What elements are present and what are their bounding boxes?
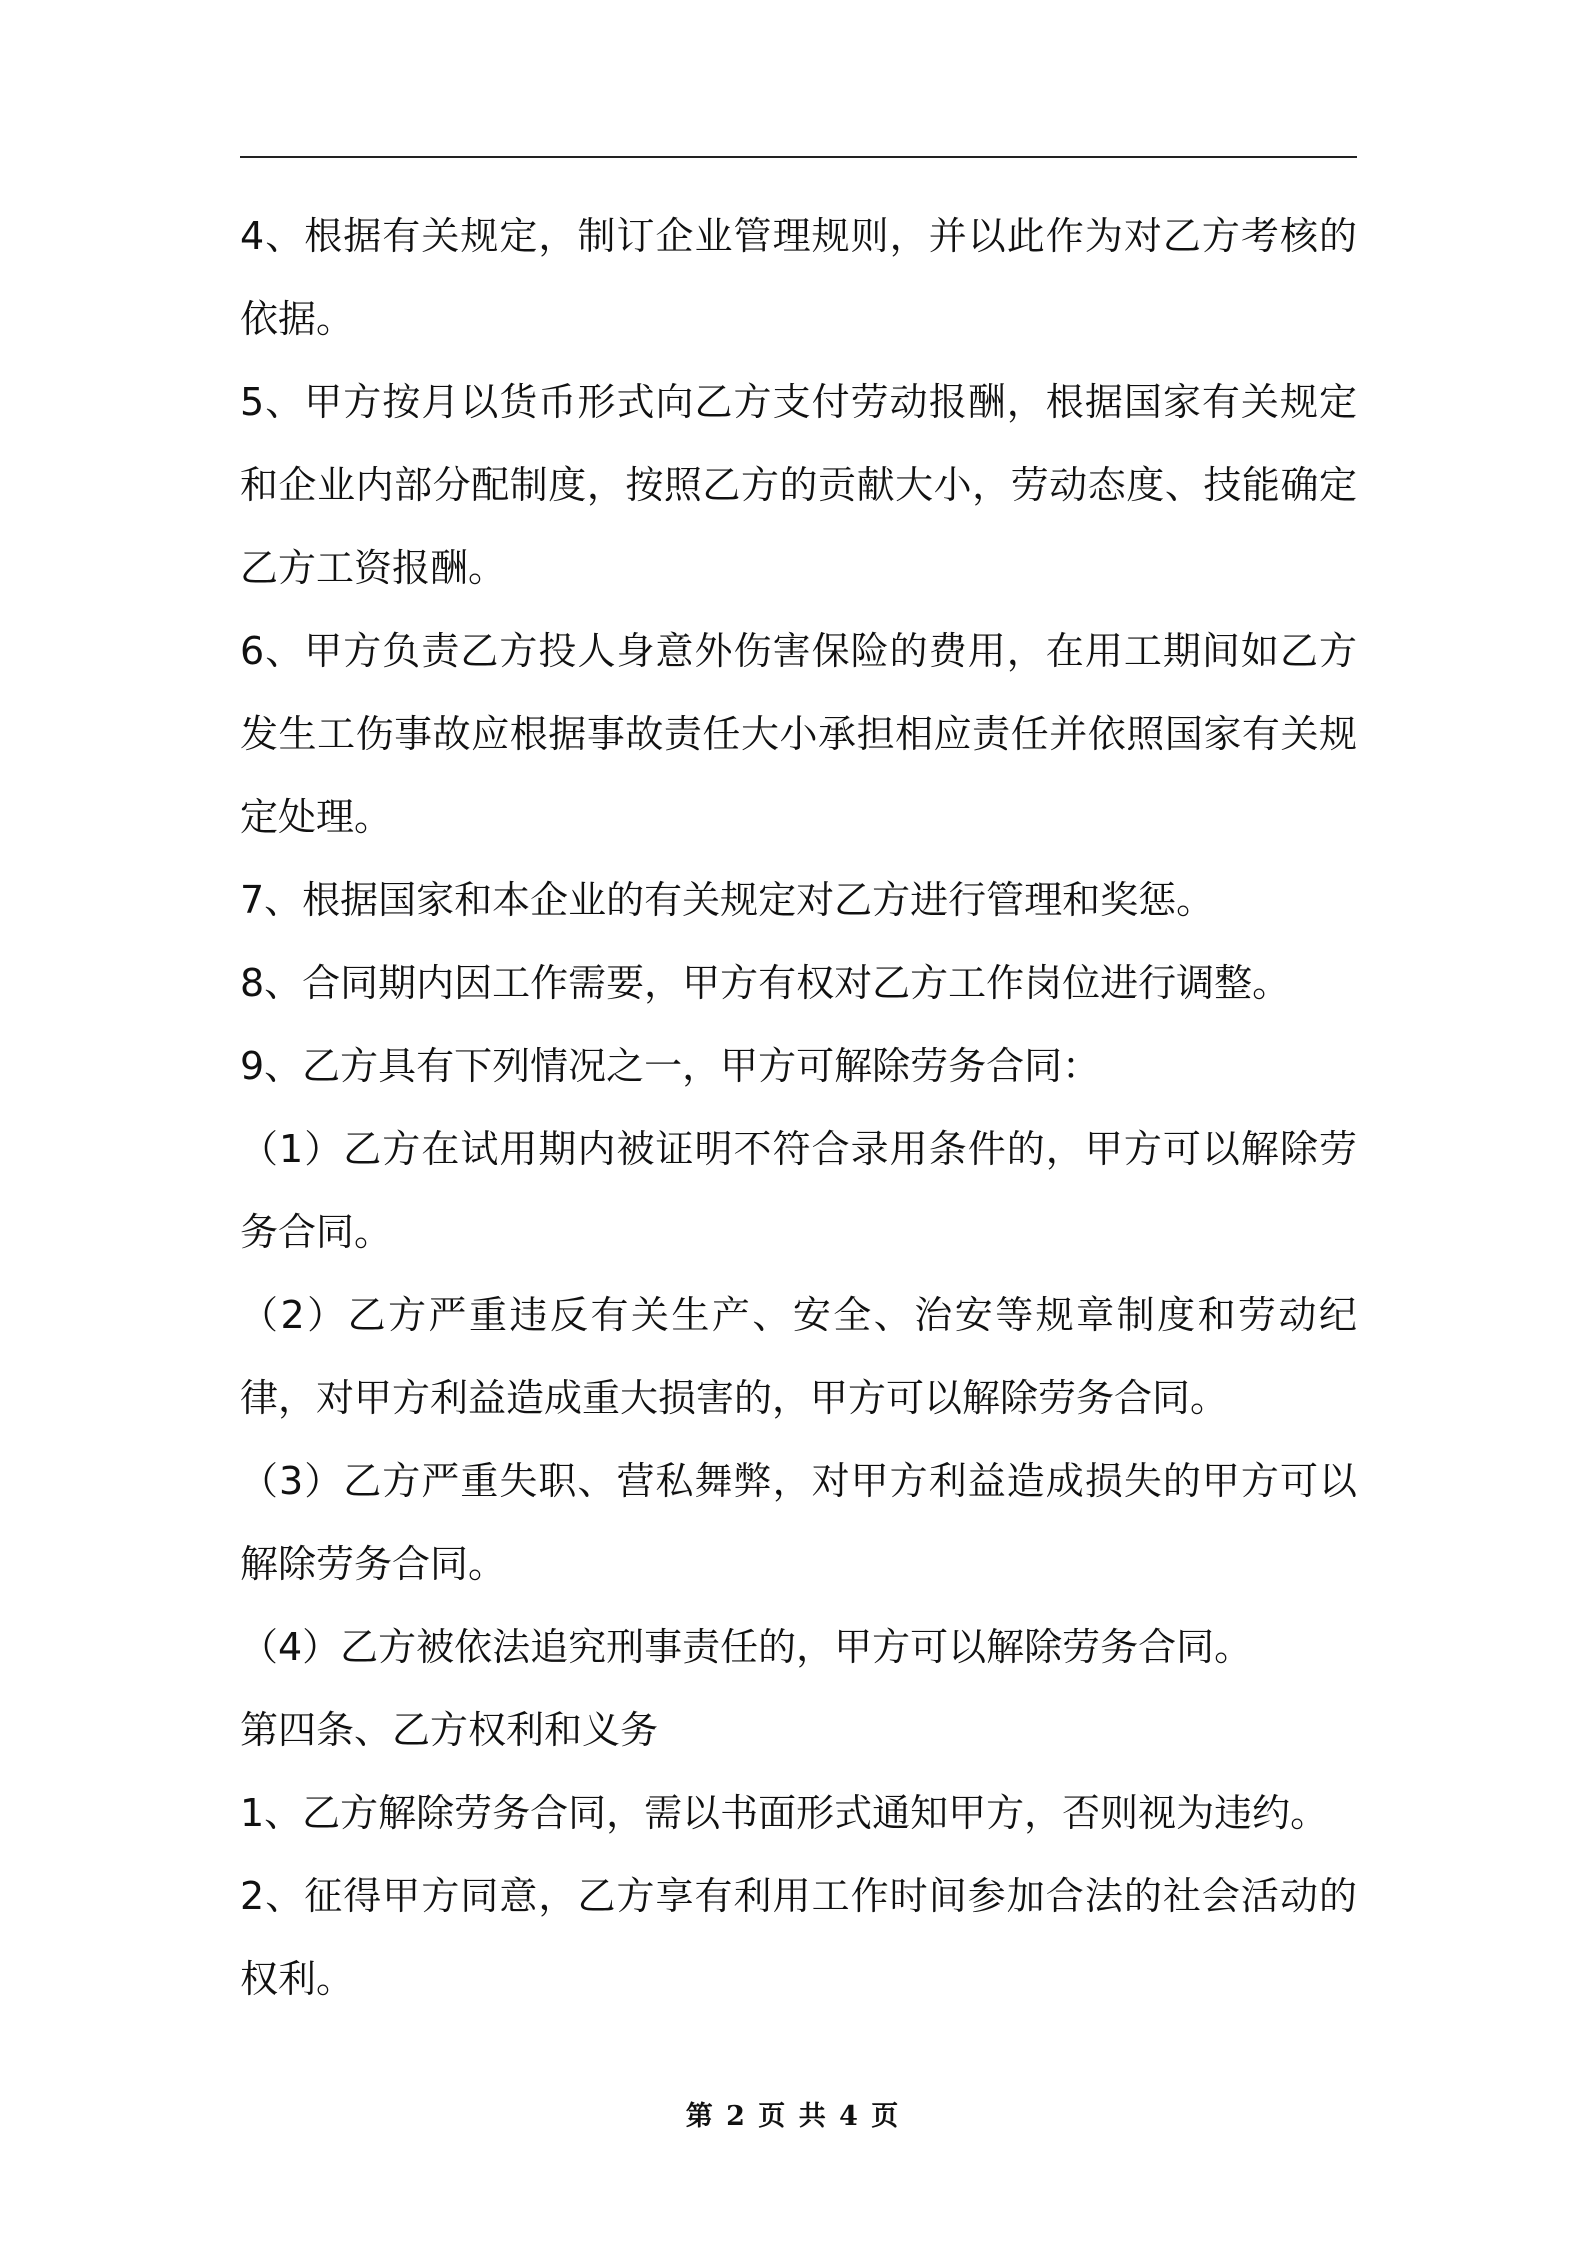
paragraph-item-7: 7、根据国家和本企业的有关规定对乙方进行管理和奖惩。 bbox=[240, 878, 1215, 922]
paragraph-item-6: 6、甲方负责乙方投人身意外伤害保险的费用，在用工期间如乙方发生工伤事故应根据事故责任大小承担相应责任并依照国家有关规定处理。 bbox=[240, 629, 1357, 839]
header-rule bbox=[240, 156, 1357, 158]
document-body bbox=[240, 195, 1357, 2021]
paragraph-item-1: 1、乙方解除劳务合同，需以书面形式通知甲方，否则视为违约。 bbox=[240, 1791, 1329, 1835]
section-heading: 第四条、乙方权利和义务 bbox=[240, 1708, 659, 1752]
paragraph-sub-3: （3）乙方严重失职、营私舞弊，对甲方利益造成损失的甲方可以解除劳务合同。 bbox=[240, 1459, 1357, 1586]
paragraph-item-5: 5、甲方按月以货币形式向乙方支付劳动报酬，根据国家有关规定和企业内部分配制度，按照乙方的贡献大小，劳动态度、技能确定乙方工资报酬。 bbox=[240, 380, 1357, 590]
paragraph-item-9: 9、乙方具有下列情况之一，甲方可解除劳务合同： bbox=[240, 1044, 1101, 1088]
page-number-footer: 第 2 页 共 4 页 bbox=[685, 2101, 901, 2132]
paragraph-item-4: 4、根据有关规定，制订企业管理规则，并以此作为对乙方考核的依据。 bbox=[240, 214, 1357, 341]
paragraph-item-8: 8、合同期内因工作需要，甲方有权对乙方工作岗位进行调整。 bbox=[240, 961, 1291, 1005]
paragraph-item-2: 2、征得甲方同意，乙方享有利用工作时间参加合法的社会活动的权利。 bbox=[240, 1874, 1357, 2001]
paragraph-sub-4: （4）乙方被依法追究刑事责任的，甲方可以解除劳务合同。 bbox=[240, 1625, 1253, 1669]
paragraph-sub-2: （2）乙方严重违反有关生产、安全、治安等规章制度和劳动纪律，对甲方利益造成重大损害的，甲方可以解除劳务合同。 bbox=[240, 1293, 1357, 1420]
paragraph-sub-1: （1）乙方在试用期内被证明不符合录用条件的，甲方可以解除劳务合同。 bbox=[240, 1127, 1357, 1254]
